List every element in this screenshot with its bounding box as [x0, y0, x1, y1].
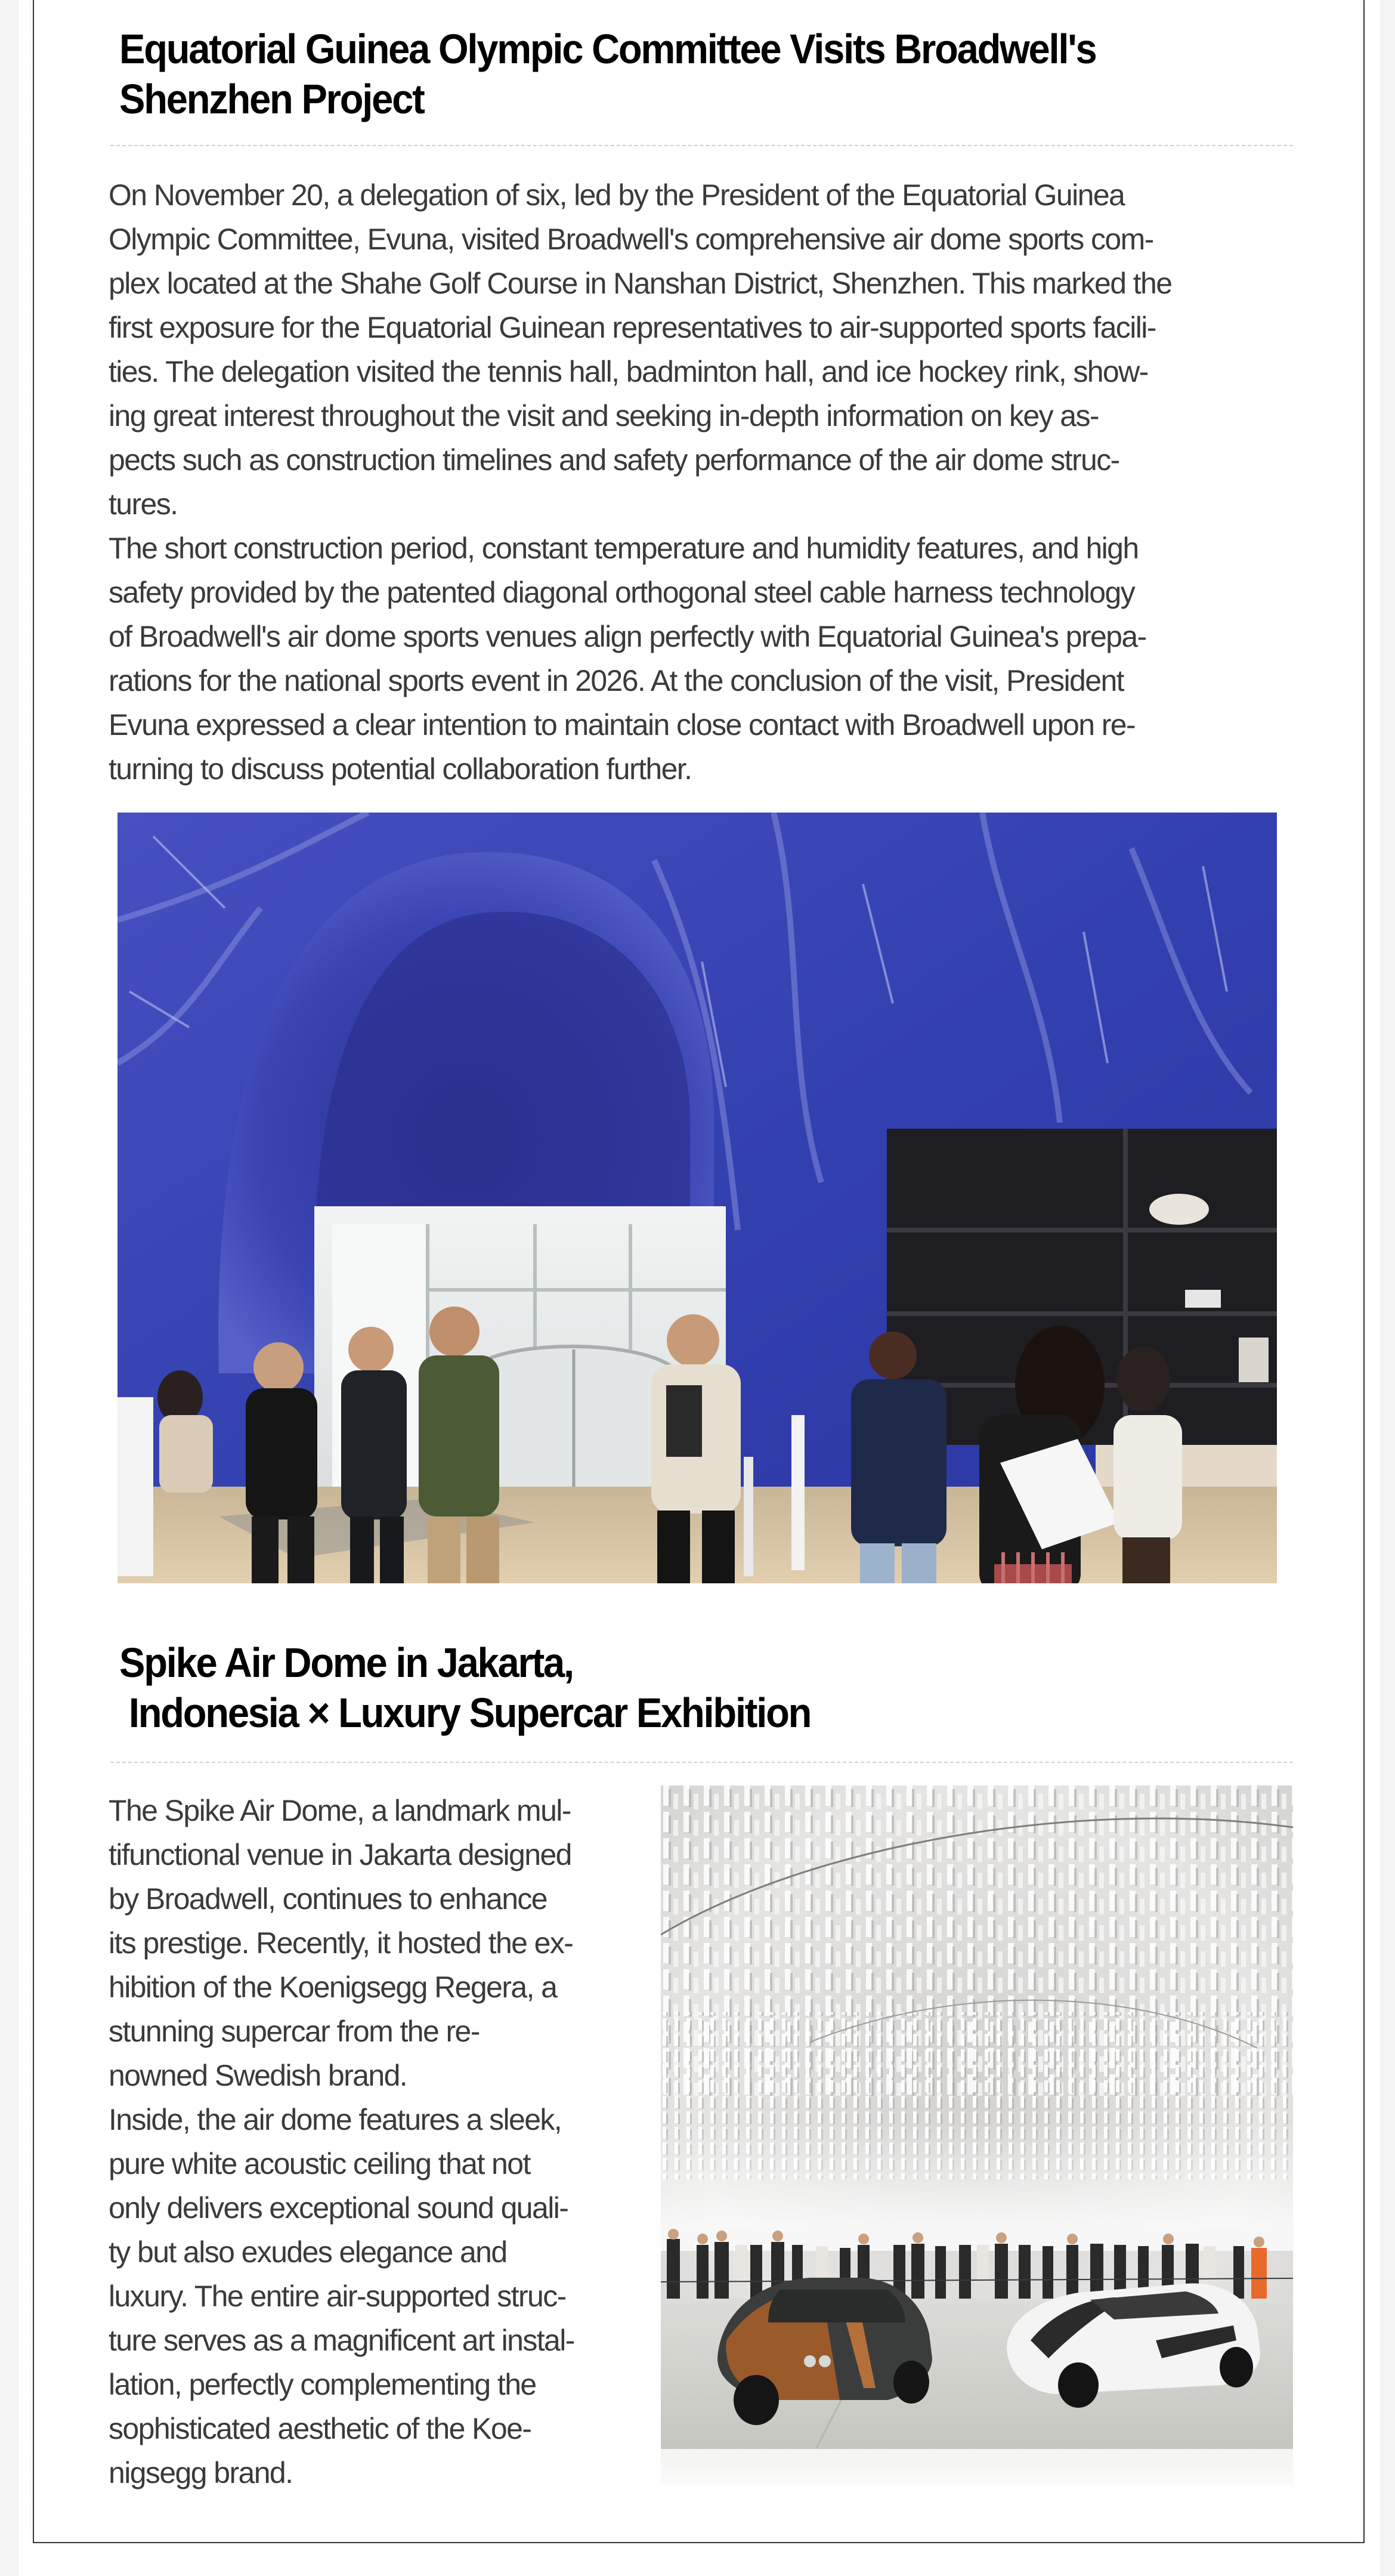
article-1-body [109, 173, 1278, 791]
text-line: ing great interest throughout the visit and seeking in-depth information on key as- [109, 399, 1099, 433]
text-line: ties. The delegation visited the tennis hall, badminton hall, and ice hockey rink, show- [109, 355, 1148, 388]
text-line: On November 20, a delegation of six, led by the President of the Equatorial Guinea [109, 178, 1125, 212]
text-line: nowned Swedish brand. [109, 2059, 407, 2092]
supercar-exhibition-photo [661, 1786, 1293, 2449]
text-line: hibition of the Koenigsegg Regera, a [109, 1970, 557, 2004]
article-2-title [119, 1638, 811, 1738]
article-1-title-line-1: Equatorial Guinea Olympic Committee Visits Broadwell's [119, 26, 1096, 72]
title-separator [110, 145, 1293, 146]
article-1-title-line-2: Shenzhen Project [119, 76, 424, 122]
text-line: stunning supercar from the re- [109, 2015, 480, 2048]
delegation-photo-image [117, 813, 1277, 1583]
photo-bottom-strip [661, 2449, 1293, 2485]
text-line: plex located at the Shahe Golf Course in Nanshan District, Shenzhen. This marked the [109, 267, 1172, 300]
title-separator [110, 1762, 1293, 1763]
text-line: pects such as construction timelines and safety performance of the air dome struc- [109, 443, 1119, 477]
text-line: The Spike Air Dome, a landmark mul- [109, 1794, 571, 1827]
text-line: The short construction period, constant temperature and humidity features, and high [109, 532, 1139, 565]
text-line: ty but also exudes elegance and [109, 2235, 507, 2269]
article-2-paragraph-2 [109, 2098, 645, 2495]
article-2-title-line-2: Indonesia × Luxury Supercar Exhibition [119, 1689, 811, 1736]
article-1-paragraph-1 [109, 173, 1278, 526]
text-line: tifunctional venue in Jakarta designed [109, 1838, 571, 1871]
text-line: rations for the national sports event in 2026. At the conclusion of the visit, President [109, 664, 1124, 697]
text-line: nigsegg brand. [109, 2456, 293, 2489]
text-line: lation, perfectly complementing the [109, 2368, 536, 2401]
text-line: ture serves as a magnificent art instal- [109, 2324, 574, 2357]
article-1-title [119, 24, 1096, 124]
text-line: first exposure for the Equatorial Guinean representatives to air-supported sports facili- [109, 311, 1156, 344]
text-line: turning to discuss potential collaboration further. [109, 752, 692, 786]
text-line: tures. [109, 487, 178, 521]
text-line: safety provided by the patented diagonal orthogonal steel cable harness technology [109, 576, 1135, 609]
text-line: luxury. The entire air-supported struc- [109, 2280, 566, 2313]
text-line: only delivers exceptional sound quali- [109, 2191, 568, 2225]
article-1-paragraph-2 [109, 526, 1278, 791]
text-line: pure white acoustic ceiling that not [109, 2147, 530, 2180]
supercar-exhibition-image [661, 1786, 1293, 2449]
text-line: Olympic Committee, Evuna, visited Broadwell's comprehensive air dome sports com- [109, 223, 1153, 256]
article-2-title-line-1: Spike Air Dome in Jakarta, [119, 1639, 573, 1686]
text-line: sophisticated aesthetic of the Koe- [109, 2412, 531, 2445]
article-2-body [109, 1789, 645, 2495]
delegation-photo [117, 813, 1277, 1583]
text-line: Inside, the air dome features a sleek, [109, 2103, 562, 2136]
text-line: by Broadwell, continues to enhance [109, 1882, 548, 1916]
faint-guide-line [1361, 0, 1362, 2543]
text-line: its prestige. Recently, it hosted the ex- [109, 1926, 573, 1960]
article-2-paragraph-1 [109, 1789, 645, 2098]
text-line: of Broadwell's air dome sports venues align perfectly with Equatorial Guinea's prepa- [109, 620, 1146, 653]
text-line: Evuna expressed a clear intention to maintain close contact with Broadwell upon re- [109, 708, 1136, 742]
